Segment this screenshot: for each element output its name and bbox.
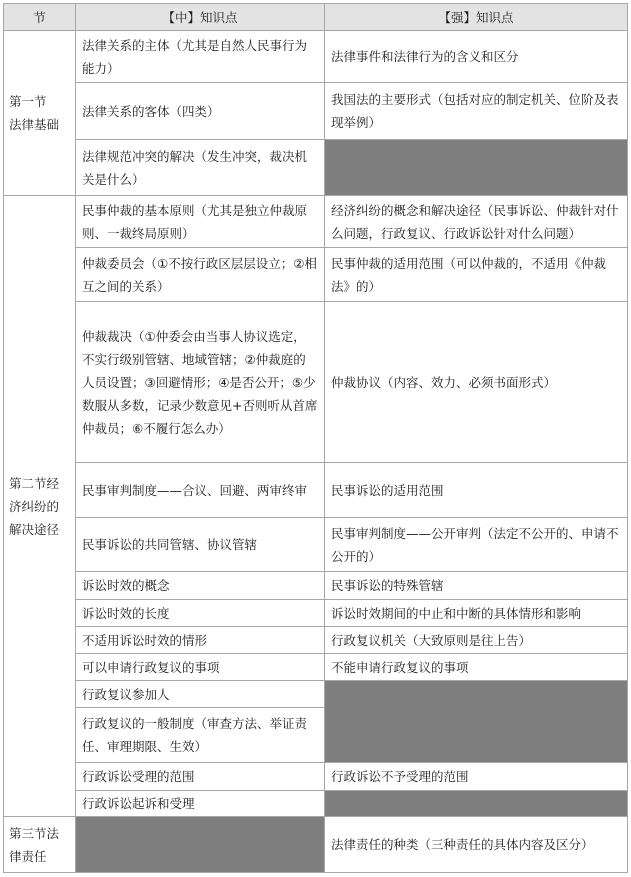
table-row: [4, 681, 628, 708]
table-row: [4, 140, 628, 196]
mid-cell: 行政诉讼起诉和受理: [76, 791, 325, 817]
table-row: [4, 302, 628, 463]
section-2-label: 第二节经 济纠纷的 解决途径: [4, 196, 76, 817]
header-medium: 【中】知识点: [76, 4, 325, 31]
mid-cell: 行政复议的一般制度（审查方法、举证责任、审理期限、生效）: [76, 708, 325, 763]
table-row: [4, 627, 628, 654]
strong-cell: 经济纠纷的概念和解决途径（民事诉讼、仲裁针对什么问题，行政复议、行政诉讼针对什么问题）: [325, 196, 628, 248]
table-row: [4, 791, 628, 817]
mid-cell: 仲裁委员会（①不按行政区层层设立；②相互之间的关系）: [76, 248, 325, 302]
table-row: [4, 518, 628, 572]
header-section: 节: [4, 4, 76, 31]
header-row: [4, 4, 628, 31]
table-row: [4, 654, 628, 681]
strong-cell: 行政复议机关（大致原则是往上告）: [325, 627, 628, 654]
table-row: [4, 31, 628, 83]
table-row: [4, 196, 628, 248]
empty-gray-cell: [76, 817, 325, 873]
table-row: [4, 763, 628, 791]
table-row: [4, 817, 628, 873]
mid-cell: 民事审判制度——合议、回避、两审终审: [76, 463, 325, 518]
table-row: [4, 572, 628, 600]
mid-cell: 可以申请行政复议的事项: [76, 654, 325, 681]
table-row: [4, 463, 628, 518]
strong-cell: 不能申请行政复议的事项: [325, 654, 628, 681]
strong-cell: 法律事件和法律行为的含义和区分: [325, 31, 628, 83]
section-3-label: 第三节法 律责任: [4, 817, 76, 873]
mid-cell: 民事仲裁的基本原则（尤其是独立仲裁原则、一裁终局原则）: [76, 196, 325, 248]
mid-cell: 法律规范冲突的解决（发生冲突，裁决机关是什么）: [76, 140, 325, 196]
strong-cell: 我国法的主要形式（包括对应的制定机关、位阶及表现举例）: [325, 83, 628, 140]
strong-cell: 仲裁协议（内容、效力、必须书面形式）: [325, 302, 628, 463]
table-row: [4, 248, 628, 302]
empty-gray-cell: [325, 140, 628, 196]
mid-cell: 法律关系的客体（四类）: [76, 83, 325, 140]
empty-gray-cell: [325, 681, 628, 763]
mid-cell: 诉讼时效的长度: [76, 600, 325, 627]
mid-cell: 行政复议参加人: [76, 681, 325, 708]
section-1-label: 第一节 法律基础: [4, 31, 76, 196]
mid-cell: 民事诉讼的共同管辖、协议管辖: [76, 518, 325, 572]
strong-cell: 行政诉讼不予受理的范围: [325, 763, 628, 791]
strong-cell: 民事仲裁的适用范围（可以仲裁的，不适用《仲裁法》的）: [325, 248, 628, 302]
strong-cell: 民事审判制度——公开审判（法定不公开的、申请不公开的）: [325, 518, 628, 572]
table-row: [4, 600, 628, 627]
strong-cell: 诉讼时效期间的中止和中断的具体情形和影响: [325, 600, 628, 627]
mid-cell: 诉讼时效的概念: [76, 572, 325, 600]
mid-cell: 不适用诉讼时效的情形: [76, 627, 325, 654]
strong-cell: 民事诉讼的适用范围: [325, 463, 628, 518]
empty-gray-cell: [325, 791, 628, 817]
header-strong: 【强】知识点: [325, 4, 628, 31]
mid-cell: 行政诉讼受理的范围: [76, 763, 325, 791]
table-row: [4, 83, 628, 140]
knowledge-table: [3, 3, 628, 873]
strong-cell: 民事诉讼的特殊管辖: [325, 572, 628, 600]
strong-cell: 法律责任的种类（三种责任的具体内容及区分）: [325, 817, 628, 873]
mid-cell: 法律关系的主体（尤其是自然人民事行为能力）: [76, 31, 325, 83]
mid-cell: 仲裁裁决（①仲委会由当事人协议选定，不实行级别管辖、地域管辖；②仲裁庭的人员设置；③回避情形；④是否公开；⑤少数服从多数，记录少数意见+否则听从首席仲裁员；⑥不履行怎么办）: [76, 302, 325, 463]
